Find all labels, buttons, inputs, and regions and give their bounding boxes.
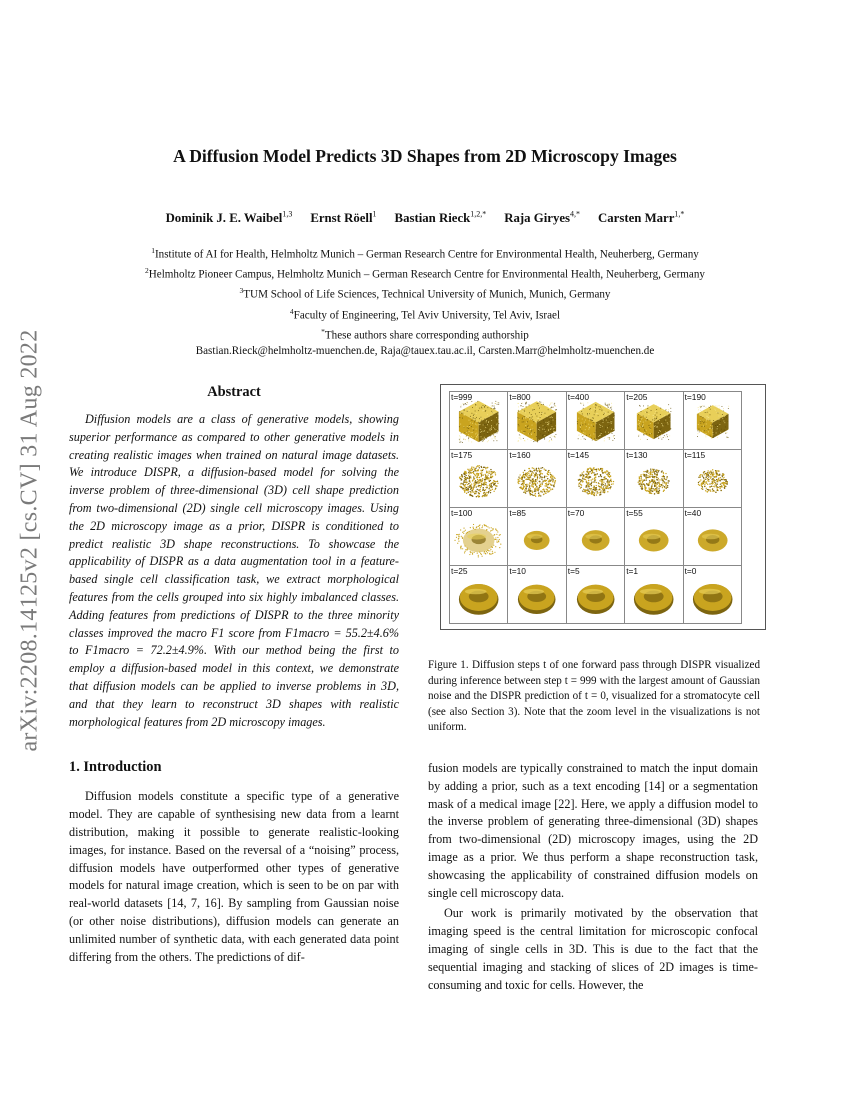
- diffusion-step-cell: [508, 450, 566, 508]
- diffusion-step-cell: [450, 566, 508, 624]
- affiliation-line: [0, 324, 850, 344]
- author-affiliation-marker: 1: [372, 210, 377, 219]
- step-label: t=10: [509, 566, 526, 576]
- diffusion-step-cell: [567, 392, 625, 450]
- diffusion-step-cell: [625, 566, 683, 624]
- affiliation-marker: 3: [239, 286, 244, 296]
- author-affiliation-marker: 1,*: [674, 210, 685, 219]
- step-label: t=145: [567, 450, 589, 460]
- author-affiliation-marker: 1,3: [282, 210, 293, 219]
- introduction-paragraph: Diffusion models constitute a specific type of a generative model. They are capable of synthesising new data from a learnt distribution, making it possible to generate realistic-looking images, for instance. Based on the reversal of a “noising” process, diffusion models have outperformed other types of generative models for natural image creation, which is seen to be on par with real-world datasets [14, 7, 16]. By sampling from Gaussian noise (or other noise distributions), diffusion models can generate an unlimited number of synthetic data, with each generated data point differing from the others. The predictions of dif-: [69, 789, 399, 964]
- affiliation-text: These authors share corresponding authorship: [324, 329, 529, 342]
- abstract-text: Diffusion models are a class of generative models, showing superior performance as compared to other generative models in creating realistic images when trained on natural image datasets. We introduce DISPR, a diffusion-based model for solving the inverse problem of three-dimensional (3D) cell shape prediction from two-dimensional (2D) single cell microscopy images. Using the 2D microscopy image as a prior, DISPR is conditioned to predict realistic 3D shape reconstructions. To showcase the applicability of DISPR as a data augmentation tool in a feature-based single cell classification task, we extract morphological features from the cells grouped into six highly imbalanced classes. Adding features from predictions of DISPR to the three minority classes improved the macro F1 score from F1macro = 55.2±4.6% to F1macro = 72.2±4.9%. With our method being the first to employ a diffusion-based model in this context, we demonstrate that diffusion models can be applied to inverse problems in 3D, and that they learn to reconstruct 3D shapes with realistic morphological features from 2D microscopy images.: [69, 412, 399, 729]
- paper-title: A Diffusion Model Predicts 3D Shapes from 2D Microscopy Images: [173, 146, 677, 166]
- diffusion-steps-grid: [449, 391, 742, 624]
- affiliation-marker: 1: [151, 246, 155, 255]
- step-label: t=160: [509, 450, 531, 460]
- author-3: [395, 211, 487, 225]
- step-label: t=115: [684, 450, 706, 460]
- step-label: t=85: [509, 508, 526, 518]
- author-name: Raja Giryes: [504, 211, 571, 226]
- diffusion-step-cell: [625, 392, 683, 450]
- step-label: t=130: [626, 450, 648, 460]
- author-2: [310, 211, 376, 225]
- diffusion-step-cell: [625, 508, 683, 566]
- diffusion-step-cell: [684, 566, 742, 624]
- right-column: [428, 760, 758, 994]
- diffusion-step-cell: [508, 392, 566, 450]
- affiliation-text: Faculty of Engineering, Tel Aviv University, Tel Aviv, Israel: [293, 309, 561, 322]
- author-name: Carsten Marr: [598, 211, 675, 226]
- author-affiliation-marker: 4,*: [570, 210, 581, 219]
- diffusion-step-cell: [508, 508, 566, 566]
- step-label: t=190: [684, 392, 706, 402]
- step-label: t=55: [626, 508, 643, 518]
- step-label: t=100: [451, 508, 473, 518]
- affiliation-marker: 4: [289, 306, 294, 316]
- introduction-heading: 1. Introduction: [69, 759, 162, 776]
- author-name: Ernst Röell: [310, 211, 373, 226]
- author-name: Dominik J. E. Waibel: [165, 211, 283, 226]
- abstract-heading: Abstract: [207, 384, 261, 400]
- diffusion-step-cell: [625, 450, 683, 508]
- affiliation-line: [0, 304, 850, 324]
- figure-1: [440, 384, 766, 630]
- affiliation-marker: *: [321, 326, 325, 336]
- step-label: t=999: [451, 392, 473, 402]
- author-5: [598, 211, 684, 225]
- affiliation-text: Helmholtz Pioneer Campus, Helmholtz Munich – German Research Centre for Environmental Health, Neuherberg, Germany: [148, 268, 705, 281]
- diffusion-step-cell: [450, 508, 508, 566]
- affiliation-text: TUM School of Life Sciences, Technical University of Munich, Munich, Germany: [243, 289, 611, 302]
- step-label: t=175: [451, 450, 473, 460]
- step-label: t=5: [567, 566, 580, 576]
- step-label: t=400: [567, 392, 589, 402]
- diffusion-step-cell: [567, 450, 625, 508]
- affiliation-line: [0, 283, 850, 303]
- author-1: [166, 211, 293, 225]
- author-affiliation-marker: 1,2,*: [470, 210, 487, 219]
- diffusion-step-cell: [567, 508, 625, 566]
- arxiv-identifier: arXiv:2208.14125v2 [cs.CV] 31 Aug 2022: [16, 328, 43, 752]
- diffusion-step-cell: [450, 450, 508, 508]
- diffusion-step-cell: [450, 392, 508, 450]
- diffusion-step-cell: [684, 508, 742, 566]
- affiliation-text: Institute of AI for Health, Helmholtz Munich – German Research Centre for Environmental Health, Neuherberg, Germany: [154, 248, 699, 261]
- step-label: t=800: [509, 392, 531, 402]
- diffusion-step-cell: [684, 392, 742, 450]
- affiliation-line: [0, 263, 850, 283]
- affiliation-line: [0, 243, 850, 263]
- right-paragraph-1: fusion models are typically constrained to match the input domain by adding a prior, such as a text encoding [14] or a segmentation mask of a medical image [22]. Here, we apply a diffusion model to the inverse problem of generating three-dimensional (3D) shapes from two-dimensional (2D) microscopy images, using the 2D image as a prior. We thus perform a shape reconstruction task, showcasing the applicability of constrained diffusion models on single cell microscopy data.: [428, 761, 758, 900]
- diffusion-step-cell: [684, 450, 742, 508]
- author-name: Bastian Rieck: [394, 211, 471, 226]
- left-column: [69, 384, 399, 966]
- right-paragraph-2: Our work is primarily motivated by the observation that imaging speed is the central limitation for microscopic confocal imaging of single cells in 3D. This is due to the fact that the sequential imaging and stacking of slices of 2D images is time-consuming and toxic for cells. However, the: [428, 906, 758, 992]
- author-4: [504, 211, 580, 225]
- affiliations: [0, 243, 850, 359]
- diffusion-step-cell: [567, 566, 625, 624]
- figure-1-caption: Figure 1. Diffusion steps t of one forward pass through DISPR visualized during inference between step t = 999 with the largest amount of Gaussian noise and the DISPR prediction of t = 0, visualized for a stromatocyte cell (see also Section 3). Note that the zoom level in the visualizations is not uniform.: [428, 659, 760, 734]
- author-list: [0, 210, 850, 226]
- affiliation-marker: 2: [145, 266, 149, 276]
- step-label: t=70: [567, 508, 585, 518]
- step-label: t=0: [684, 566, 697, 576]
- step-label: t=40: [684, 508, 702, 518]
- diffusion-step-cell: [508, 566, 566, 624]
- step-label: t=205: [626, 392, 648, 402]
- step-label: t=1: [626, 566, 639, 576]
- author-emails: Bastian.Rieck@helmholtz-muenchen.de, Raja@tauex.tau.ac.il, Carsten.Marr@helmholtz-muenchen.de: [195, 344, 655, 357]
- step-label: t=25: [451, 566, 468, 576]
